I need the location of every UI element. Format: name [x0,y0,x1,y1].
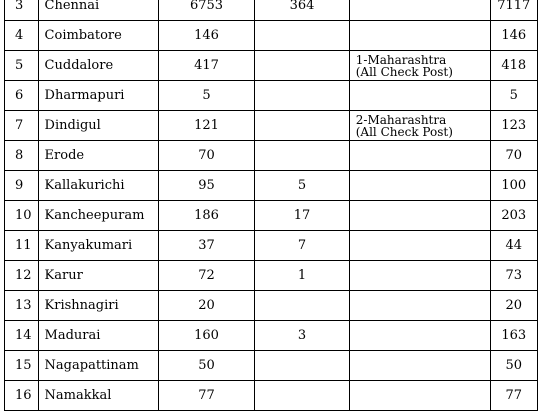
from-state-cell [349,0,490,21]
other-cases-cell [255,21,349,51]
from-state-cell [349,231,490,261]
serial-number-cell: 3 [5,0,39,21]
other-cases-cell: 17 [255,201,349,231]
district-name-cell: Cuddalore [38,51,158,81]
serial-number-cell: 6 [5,81,39,111]
local-cases-cell: 186 [158,201,255,231]
local-cases-cell: 70 [158,141,255,171]
district-name-cell: Coimbatore [38,21,158,51]
other-cases-cell: 7 [255,231,349,261]
table-row [5,21,538,51]
total-cases-cell: 123 [490,111,538,141]
serial-number-cell: 12 [5,261,39,291]
other-cases-cell [255,81,349,111]
district-name-cell: Kallakurichi [38,171,158,201]
other-cases-cell [255,351,349,381]
serial-number-cell: 11 [5,231,39,261]
district-name-cell: Dharmapuri [38,81,158,111]
serial-number-cell: 13 [5,291,39,321]
other-cases-cell: 1 [255,261,349,291]
table-body [5,0,538,411]
from-state-cell [349,81,490,111]
district-name-cell: Namakkal [38,381,158,411]
district-name-cell: Madurai [38,321,158,351]
other-cases-cell [255,111,349,141]
local-cases-cell: 72 [158,261,255,291]
from-state-cell [349,171,490,201]
total-cases-cell: 418 [490,51,538,81]
other-cases-cell: 3 [255,321,349,351]
local-cases-cell: 50 [158,351,255,381]
serial-number-cell: 7 [5,111,39,141]
serial-number-cell: 9 [5,171,39,201]
district-name-cell: Erode [38,141,158,171]
total-cases-cell: 44 [490,231,538,261]
district-name-cell: Dindigul [38,111,158,141]
table-row [5,171,538,201]
serial-number-cell: 10 [5,201,39,231]
total-cases-cell: 77 [490,381,538,411]
from-state-cell: 1-Maharashtra (All Check Post) [349,51,490,81]
table-row [5,231,538,261]
table-row [5,51,538,81]
total-cases-cell: 70 [490,141,538,171]
local-cases-cell: 121 [158,111,255,141]
total-cases-cell: 146 [490,21,538,51]
from-state-cell [349,201,490,231]
total-cases-cell: 5 [490,81,538,111]
other-cases-cell [255,141,349,171]
district-name-cell: Chennai [38,0,158,21]
table-row [5,291,538,321]
other-cases-cell: 364 [255,0,349,21]
table-row [5,381,538,411]
from-state-cell [349,351,490,381]
local-cases-cell: 146 [158,21,255,51]
total-cases-cell: 7117 [490,0,538,21]
serial-number-cell: 8 [5,141,39,171]
table-row [5,201,538,231]
district-name-cell: Krishnagiri [38,291,158,321]
district-name-cell: Kanyakumari [38,231,158,261]
from-state-cell [349,21,490,51]
serial-number-cell: 5 [5,51,39,81]
local-cases-cell: 95 [158,171,255,201]
other-cases-cell [255,381,349,411]
table-row [5,351,538,381]
table-row [5,0,538,21]
district-cases-table [4,0,538,411]
table-row [5,81,538,111]
total-cases-cell: 73 [490,261,538,291]
table-row [5,111,538,141]
other-cases-cell: 5 [255,171,349,201]
from-state-cell [349,261,490,291]
local-cases-cell: 417 [158,51,255,81]
from-state-cell [349,381,490,411]
serial-number-cell: 4 [5,21,39,51]
from-state-cell: 2-Maharashtra (All Check Post) [349,111,490,141]
other-cases-cell [255,51,349,81]
from-state-cell [349,291,490,321]
total-cases-cell: 100 [490,171,538,201]
serial-number-cell: 16 [5,381,39,411]
from-state-cell [349,321,490,351]
total-cases-cell: 163 [490,321,538,351]
district-name-cell: Karur [38,261,158,291]
local-cases-cell: 20 [158,291,255,321]
local-cases-cell: 77 [158,381,255,411]
district-name-cell: Kancheepuram [38,201,158,231]
district-name-cell: Nagapattinam [38,351,158,381]
total-cases-cell: 50 [490,351,538,381]
from-state-cell [349,141,490,171]
serial-number-cell: 14 [5,321,39,351]
total-cases-cell: 20 [490,291,538,321]
other-cases-cell [255,291,349,321]
table-row [5,321,538,351]
local-cases-cell: 6753 [158,0,255,21]
table-row [5,261,538,291]
local-cases-cell: 37 [158,231,255,261]
serial-number-cell: 15 [5,351,39,381]
local-cases-cell: 5 [158,81,255,111]
table-row [5,141,538,171]
total-cases-cell: 203 [490,201,538,231]
local-cases-cell: 160 [158,321,255,351]
